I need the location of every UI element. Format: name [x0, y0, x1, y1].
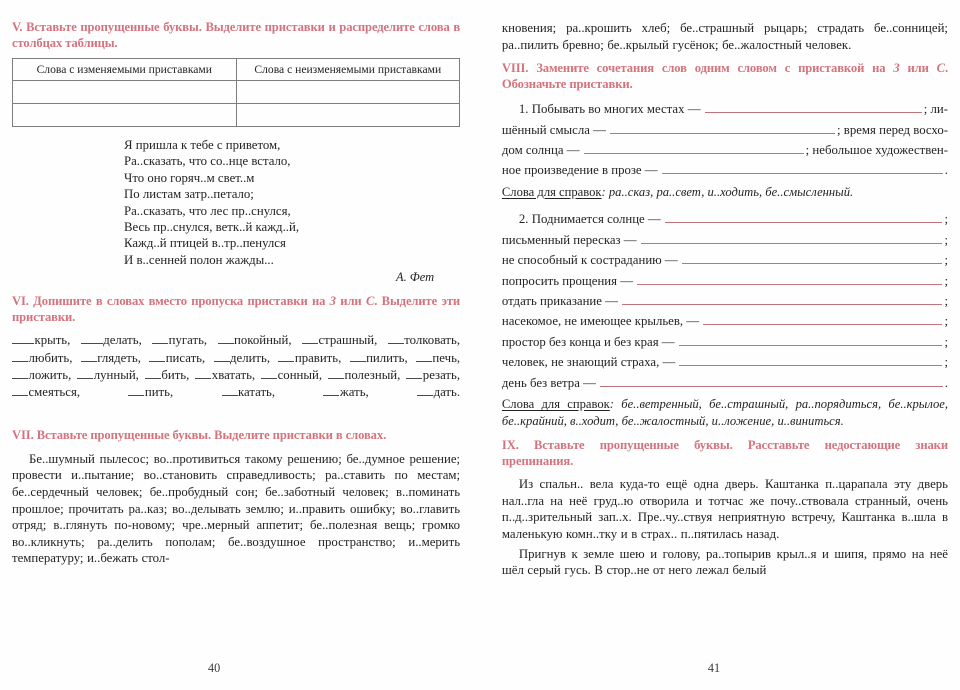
blank-word-text: хватать,	[211, 368, 256, 383]
table-cell-unchangeable-1[interactable]	[236, 81, 460, 104]
exercise-7-continuation: кновения; ра..крошить хлеб; бе..страшный рыцарь; страдать бе..сонницей; ра..пилить бревно; бе..крылый гусёнок; бе..жалостный человек.	[501, 21, 948, 52]
fill-in-label: день без ветра —	[501, 375, 596, 390]
fill-in-row[interactable]	[502, 291, 948, 311]
exercise-5-heading: V. Вставьте пропущенные буквы. Выделите приставки и распределите слова в столбцах таблицы.	[12, 20, 461, 50]
table-header-changeable: Слова с изменяемыми приставками	[13, 59, 237, 81]
reference-words-2-label: Слова для справок	[501, 397, 610, 412]
fill-in-tail: ;	[944, 212, 948, 227]
answer-blank-line[interactable]	[600, 377, 943, 387]
blank-word-text: править,	[294, 350, 342, 365]
blank-word-text: любить,	[28, 350, 73, 365]
poem-line: Кажд..й птицей в..тр..пенулся	[124, 236, 286, 251]
prefix-blank[interactable]	[214, 350, 230, 362]
blank-word-text: толковать,	[404, 333, 461, 348]
poem-line: Ра..сказать, что лес пр..снулся,	[124, 203, 291, 218]
blank-word-text: страшный,	[318, 333, 378, 348]
letter-s: С	[365, 294, 375, 309]
exercise-6-heading-mid: или	[335, 294, 366, 309]
answer-blank-line[interactable]	[705, 103, 922, 113]
answer-blank-line[interactable]	[679, 356, 942, 366]
answer-blank-line[interactable]	[703, 315, 942, 325]
exercise-6-heading	[12, 294, 460, 325]
prefix-blank[interactable]	[278, 350, 294, 362]
blank-word-item[interactable]	[128, 385, 173, 399]
fill-in-label: насекомое, не имеющее крыльев, —	[501, 314, 700, 329]
blank-word-text: катать,	[238, 385, 276, 400]
table-header-row	[13, 59, 460, 81]
answer-blank-line[interactable]	[622, 295, 942, 305]
blank-word-item[interactable]	[12, 385, 80, 399]
blank-word-item[interactable]	[12, 333, 70, 347]
blank-word-text: ложить,	[28, 368, 72, 383]
fill-in-tail: ; небольшое художествен-	[805, 143, 948, 157]
prefix-blank[interactable]	[323, 384, 339, 396]
prefix-blank[interactable]	[406, 367, 422, 379]
blank-word-text: глядеть,	[97, 350, 141, 365]
prefix-blank[interactable]	[128, 384, 144, 396]
blank-word-item[interactable]	[218, 333, 292, 347]
exercise-7-body: Бе..шумный пылесос; во..противиться такому решению; бе..думное решение; провести и..пытание; во..становить справедливость; ра..ставить по местам; бе..сердечный человек; бе..пробудный сон; бе..заботный человек; в..поминать прошлое; прочитать ра..каз; во..делывать землю; и..править ошибку; во..главить отряд; в..глянуть по-новому; чре..мерный аппетит; бе..полезная вещь; громко во..кликнуть; ра..делить пополам; бе..воздушное пространство; и..мерить температуру; и..бежать стол-	[12, 451, 461, 566]
blank-word-item[interactable]	[388, 333, 460, 347]
right-page	[486, 20, 948, 690]
prefix-blank[interactable]	[77, 367, 93, 379]
fill-in-tail: ;	[944, 294, 948, 309]
left-page	[12, 20, 474, 690]
fill-in-label: дом солнца —	[501, 143, 580, 157]
spread-gutter	[474, 20, 486, 690]
prefix-blank[interactable]	[12, 332, 34, 344]
table-cell-unchangeable-2[interactable]	[236, 104, 460, 127]
fill-in-label: шённый смысла —	[501, 122, 606, 137]
blank-word-text: пилить,	[366, 350, 408, 365]
blank-word-item[interactable]	[81, 333, 142, 347]
fill-in-row[interactable]	[502, 332, 948, 352]
blank-word-item[interactable]	[77, 368, 139, 382]
blank-word-item[interactable]	[323, 385, 368, 399]
exercise-8-heading-mid: или	[899, 61, 937, 76]
answer-blank-line[interactable]	[637, 275, 942, 285]
prefix-blank[interactable]	[388, 332, 404, 344]
prefix-blank[interactable]	[12, 367, 28, 379]
letter-s: С	[936, 61, 945, 76]
answer-blank-line[interactable]	[679, 336, 943, 346]
answer-blank-line[interactable]	[682, 254, 943, 264]
blank-word-text: пить,	[144, 385, 174, 400]
blank-word-text: бить,	[161, 368, 190, 383]
fill-in-label: человек, не знающий страха, —	[501, 355, 676, 370]
blank-word-item[interactable]	[350, 351, 408, 365]
fill-in-row[interactable]	[502, 352, 948, 372]
fill-in-tail: ;	[944, 232, 948, 247]
exercise-6-heading-post: . Выделите эти приставки.	[12, 294, 461, 324]
fill-in-label: ное произведение в прозе —	[501, 163, 658, 178]
fill-in-row[interactable]	[502, 230, 948, 250]
answer-blank-line[interactable]	[584, 144, 804, 154]
blank-word-text: дать.	[433, 385, 461, 400]
blank-word-text: писать,	[165, 350, 206, 365]
prefix-classification-table	[12, 58, 460, 127]
prefix-blank[interactable]	[81, 350, 97, 362]
exercise-8-heading	[502, 61, 948, 92]
blank-word-text: сонный,	[277, 368, 323, 383]
fill-in-label: не способный к состраданию —	[501, 253, 678, 268]
blank-word-text: покойный,	[234, 333, 292, 348]
prefix-blank[interactable]	[328, 367, 344, 379]
blank-word-text: крыть,	[34, 333, 71, 348]
reference-words-1-label: Слова для справок	[501, 184, 602, 199]
fill-in-row[interactable]	[502, 140, 948, 160]
blank-word-text: делить,	[230, 350, 271, 365]
table-cell-changeable-2[interactable]	[13, 104, 237, 127]
prefix-blank-word-list[interactable]	[12, 332, 460, 419]
table-header-unchangeable: Слова с неизменяемыми приставками	[236, 59, 460, 81]
reference-words-2	[502, 396, 948, 429]
blank-word-item[interactable]	[152, 333, 207, 347]
fill-in-label: письменный пересказ —	[501, 232, 637, 247]
fill-in-row[interactable]	[502, 209, 948, 229]
blank-word-item[interactable]	[261, 368, 322, 382]
blank-word-item[interactable]	[406, 368, 460, 382]
table-row[interactable]	[13, 81, 460, 104]
blank-word-item[interactable]	[302, 333, 377, 347]
blank-word-item[interactable]	[195, 368, 255, 382]
blank-word-text: делать,	[103, 333, 142, 348]
exercise-8-item-1[interactable]	[502, 99, 948, 181]
answer-blank-line[interactable]	[665, 213, 943, 223]
prefix-blank[interactable]	[12, 350, 28, 362]
prefix-blank[interactable]	[195, 367, 211, 379]
poem-line: Я пришла к тебе с приветом,	[124, 138, 281, 152]
answer-blank-line[interactable]	[641, 234, 943, 244]
poem-line: Весь пр..снулся, ветк..й кажд..й,	[124, 220, 300, 235]
blank-word-item[interactable]	[149, 351, 205, 365]
blank-word-item[interactable]	[328, 368, 400, 382]
answer-blank-line[interactable]	[610, 124, 835, 134]
blank-word-text: смеяться,	[28, 385, 81, 400]
fill-in-label: попросить прощения —	[501, 273, 634, 288]
blank-word-item[interactable]	[222, 385, 276, 399]
exercise-9-paragraph-1: Из спальн.. вела куда-то ещё одна дверь. Каштанка п..царапала эту дверь нал..гла на неё груд..ю отворила и тотчас же почу..ствовала странный, очень п..д..зрительный зап..х. Пре..чу..ствуя неприятную встречу, Каштанка в..шла в маленькую комн..тку и в страх.. п..пятилась назад.	[501, 477, 948, 542]
blank-word-item[interactable]	[214, 351, 271, 365]
fill-in-tail: .	[944, 375, 948, 390]
fill-in-row[interactable]	[502, 250, 948, 270]
exercise-7-heading: VII. Вставьте пропущенные буквы. Выделите приставки в словах.	[12, 428, 387, 443]
blank-word-item[interactable]	[12, 351, 72, 365]
blank-word-text: лунный,	[93, 368, 139, 383]
exercise-8-heading-post: . Обозначьте приставки.	[501, 61, 949, 91]
poem-line: По листам затр..петало;	[124, 187, 254, 202]
fill-in-label: отдать приказание —	[501, 294, 618, 309]
prefix-blank[interactable]	[350, 350, 366, 362]
prefix-blank[interactable]	[152, 332, 168, 344]
blank-word-text: резать,	[422, 368, 461, 383]
reference-words-1	[502, 184, 948, 201]
exercise-9-heading: IX. Вставьте пропущенные буквы. Расставьте недостающие знаки препинания.	[501, 438, 948, 468]
fill-in-tail: ; ли-	[923, 102, 948, 117]
reference-words-2-body: : бе..ветренный, бе..страшный, ра..порядиться, бе..крылое, бе..крайний, в..ходит, бе..жалостный, и..ложение, и..виниться.	[501, 397, 949, 428]
blank-word-text: жать,	[339, 385, 369, 400]
prefix-blank[interactable]	[222, 384, 238, 396]
fill-in-tail: ;	[944, 273, 948, 288]
blank-word-text: пугать,	[168, 333, 208, 348]
fill-in-row[interactable]	[502, 311, 948, 331]
prefix-blank[interactable]	[81, 332, 103, 344]
prefix-blank[interactable]	[302, 332, 318, 344]
table-cell-changeable-1[interactable]	[13, 81, 237, 104]
exercise-8-heading-pre: VIII. Замените сочетания слов одним словом с приставкой на	[501, 61, 894, 76]
fill-in-tail: ;	[944, 314, 948, 329]
fill-in-row[interactable]	[502, 160, 948, 180]
answer-blank-line[interactable]	[662, 164, 943, 174]
letter-z: З	[329, 294, 336, 309]
blank-word-item[interactable]	[417, 385, 460, 399]
poem-block	[12, 137, 460, 268]
fill-in-row[interactable]	[502, 120, 948, 140]
blank-word-item[interactable]	[145, 368, 190, 382]
table-row[interactable]	[13, 104, 460, 127]
prefix-blank[interactable]	[149, 350, 165, 362]
blank-word-item[interactable]	[81, 351, 141, 365]
fill-in-label: 1. Побывать во многих местах —	[518, 102, 701, 117]
prefix-blank[interactable]	[218, 332, 234, 344]
exercise-9-paragraph-2: Пригнув к земле шею и голову, ра..топырив крыл..я и шипя, прямо на неё шёл серый гусь. В стор..не от него лежал белый	[501, 546, 948, 578]
blank-word-text: печь,	[432, 350, 461, 365]
blank-word-item[interactable]	[416, 351, 460, 365]
prefix-blank[interactable]	[261, 367, 277, 379]
fill-in-tail: ; время перед восхо-	[837, 122, 948, 137]
poem-line: Ра..сказать, что со..нце встало,	[124, 154, 291, 169]
fill-in-row[interactable]	[502, 271, 948, 291]
prefix-blank[interactable]	[417, 384, 433, 396]
blank-word-text: полезный,	[344, 368, 401, 383]
letter-z: З	[893, 61, 900, 76]
exercise-8-item-2[interactable]	[502, 209, 948, 393]
fill-in-tail: ;	[944, 355, 948, 370]
fill-in-label: простор без конца и без края —	[501, 334, 675, 349]
reference-words-1-body: : ра..сказ, ра..свет, и..ходить, бе..смысленный.	[601, 184, 854, 199]
blank-word-item[interactable]	[278, 351, 341, 365]
prefix-blank[interactable]	[416, 350, 432, 362]
poem-attribution: А. Фет	[396, 270, 435, 285]
exercise-6-heading-pre: VI. Допишите в словах вместо пропуска приставки на	[12, 294, 330, 309]
fill-in-tail: ;	[944, 253, 948, 268]
fill-in-tail: ;	[944, 334, 948, 349]
prefix-blank[interactable]	[12, 384, 28, 396]
fill-in-tail: .	[944, 163, 948, 178]
fill-in-label: 2. Поднимается солнце —	[518, 212, 661, 227]
fill-in-row[interactable]	[502, 373, 948, 393]
poem-line: Что оно горяч..м свет..м	[124, 170, 255, 185]
blank-word-item[interactable]	[12, 368, 71, 382]
poem-line: И в..сенней полон жажды...	[124, 252, 274, 267]
page-number-left: 40	[208, 661, 221, 675]
prefix-blank[interactable]	[145, 367, 161, 379]
fill-in-row[interactable]	[502, 99, 948, 119]
page-number-right: 41	[707, 661, 721, 675]
